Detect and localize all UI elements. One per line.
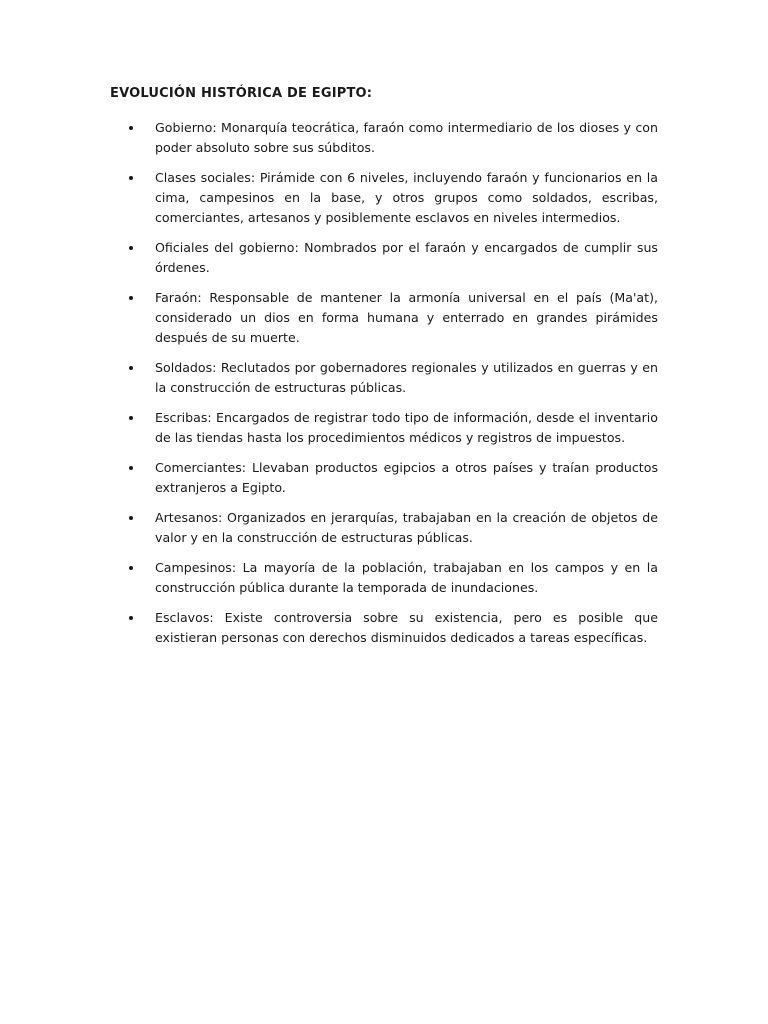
- list-item-clases-sociales: [0, 168, 768, 228]
- list-item-gobierno: [0, 118, 768, 158]
- list-item-campesinos: [0, 558, 768, 598]
- bullet-icon: [129, 296, 133, 300]
- bullet-icon: [129, 416, 133, 420]
- bullet-list: [0, 118, 768, 658]
- bullet-icon: [129, 246, 133, 250]
- list-item-soldados: [0, 358, 768, 398]
- list-item-artesanos: [0, 508, 768, 548]
- list-item-text: Comerciantes: Llevaban productos egipcios a otros países y traían productos extranjeros a Egipto.: [155, 460, 658, 495]
- list-item-text: Faraón: Responsable de mantener la armonía universal en el país (Ma'at), considerado un dios en forma humana y enterrado en grandes pirámides después de su muerte.: [155, 290, 658, 345]
- list-item-escribas: [0, 408, 768, 448]
- bullet-icon: [129, 366, 133, 370]
- list-item-text: Esclavos: Existe controversia sobre su existencia, pero es posible que existieran personas con derechos disminuidos dedicados a tareas específicas.: [155, 610, 658, 645]
- bullet-icon: [129, 616, 133, 620]
- list-item-text: Clases sociales: Pirámide con 6 niveles, incluyendo faraón y funcionarios en la cima, campesinos en la base, y otros grupos como soldados, escribas, comerciantes, artesanos y posiblemente esclavos en niveles intermedios.: [155, 170, 658, 225]
- list-item-text: Gobierno: Monarquía teocrática, faraón como intermediario de los dioses y con poder absoluto sobre sus súbditos.: [155, 120, 658, 155]
- bullet-icon: [129, 516, 133, 520]
- list-item-text: Soldados: Reclutados por gobernadores regionales y utilizados en guerras y en la construcción de estructuras públicas.: [155, 360, 658, 395]
- list-item-faraon: [0, 288, 768, 348]
- bullet-icon: [129, 466, 133, 470]
- list-item-text: Oficiales del gobierno: Nombrados por el faraón y encargados de cumplir sus órdenes.: [155, 240, 658, 275]
- list-item-text: Campesinos: La mayoría de la población, trabajaban en los campos y en la construcción pública durante la temporada de inundaciones.: [155, 560, 658, 595]
- document-title: EVOLUCIÓN HISTÓRICA DE EGIPTO:: [110, 86, 373, 101]
- list-item-oficiales: [0, 238, 768, 278]
- list-item-esclavos: [0, 608, 768, 648]
- list-item-comerciantes: [0, 458, 768, 498]
- list-item-text: Escribas: Encargados de registrar todo tipo de información, desde el inventario de las tiendas hasta los procedimientos médicos y registros de impuestos.: [155, 410, 658, 445]
- bullet-icon: [129, 566, 133, 570]
- list-item-text: Artesanos: Organizados en jerarquías, trabajaban en la creación de objetos de valor y en la construcción de estructuras públicas.: [155, 510, 658, 545]
- bullet-icon: [129, 176, 133, 180]
- bullet-icon: [129, 126, 133, 130]
